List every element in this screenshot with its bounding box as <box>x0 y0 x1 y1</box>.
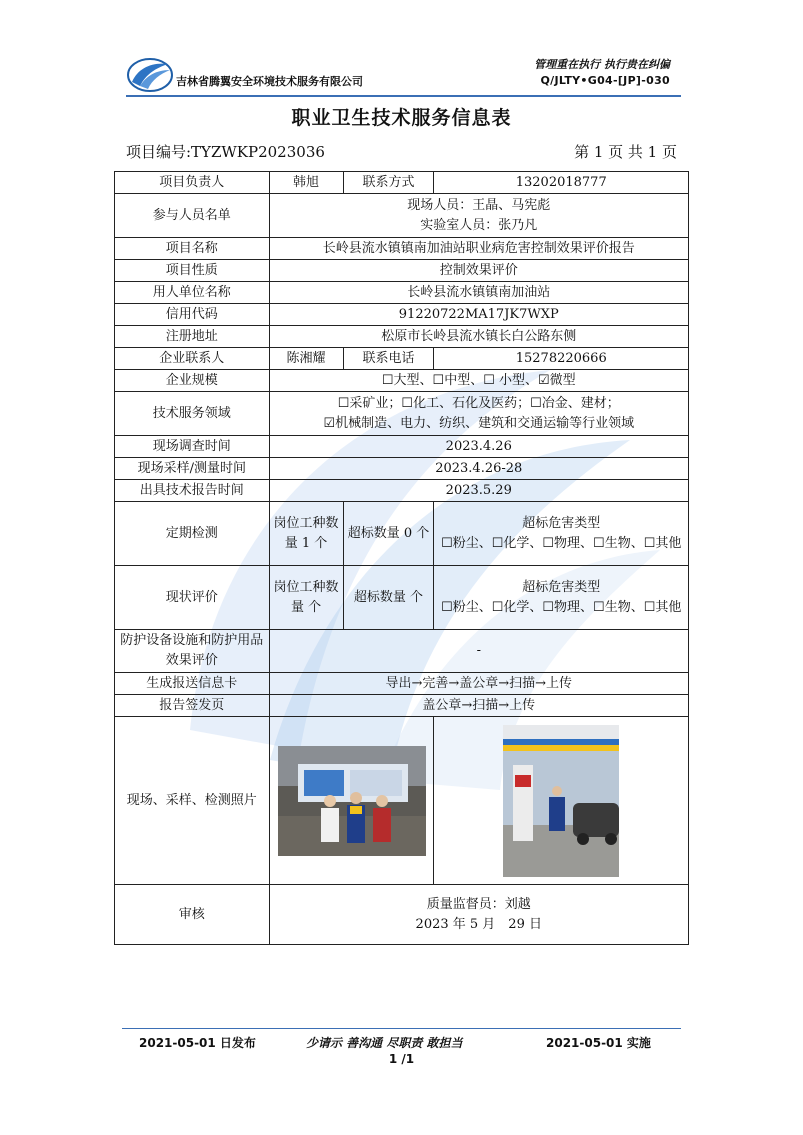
periodic-hazard-title: 超标危害类型 <box>522 515 601 531</box>
document-code: Q/JLTY•G04-[JP]-030 <box>540 74 670 87</box>
table-row <box>115 238 689 260</box>
domain-label: 技术服务领域 <box>115 392 270 436</box>
table-row <box>115 282 689 304</box>
photos-label: 现场、采样、检测照片 <box>115 717 270 885</box>
review-value <box>269 885 688 945</box>
report-time-label: 出具技术报告时间 <box>115 480 270 502</box>
project-name-value: 长岭县流水镇镇南加油站职业病危害控制效果评价报告 <box>269 238 688 260</box>
table-row <box>115 630 689 673</box>
status-hazard-options: ☐粉尘、☐化学、☐物理、☐生物、☐其他 <box>441 599 682 615</box>
employer-label: 用人单位名称 <box>115 282 270 304</box>
status-posts: 岗位工种数量 个 <box>269 566 343 630</box>
page-title: 职业卫生技术服务信息表 <box>291 107 512 129</box>
footer-page-number: 1 /1 <box>388 1052 415 1066</box>
status-hazard <box>434 566 689 630</box>
domain-value <box>269 392 688 436</box>
periodic-posts: 岗位工种数量 1 个 <box>269 502 343 566</box>
members-value <box>269 194 688 238</box>
leader-label: 项目负责人 <box>115 172 270 194</box>
footer-motto: 少请示 善沟通 尽职责 敢担当 <box>306 1036 463 1050</box>
table-row <box>115 717 689 885</box>
address-label: 注册地址 <box>115 326 270 348</box>
table-row <box>115 885 689 945</box>
address-value: 松原市长岭县流水镇长白公路东侧 <box>269 326 688 348</box>
table-row <box>115 436 689 458</box>
periodic-hazard-options: ☐粉尘、☐化学、☐物理、☐生物、☐其他 <box>441 535 682 551</box>
review-supervisor: 质量监督员：刘越 <box>426 896 531 912</box>
domain-line-1: ☐采矿业；☐化工、石化及医药；☐冶金、建材； <box>337 395 620 411</box>
survey-time-value: 2023.4.26 <box>269 436 688 458</box>
table-row <box>115 348 689 370</box>
periodic-exceed: 超标数量 0 个 <box>343 502 434 566</box>
table-row <box>115 458 689 480</box>
table-row <box>115 304 689 326</box>
members-line-1: 现场人员：王晶、马宪彪 <box>407 197 551 213</box>
contact-label: 联系方式 <box>343 172 434 194</box>
site-photo-2 <box>503 725 619 877</box>
table-row <box>115 392 689 436</box>
table-row <box>115 480 689 502</box>
footer-divider <box>122 1028 681 1029</box>
review-date: 2023 年 5 月 29 日 <box>415 916 542 932</box>
info-table <box>114 171 689 945</box>
ent-contact-label: 企业联系人 <box>115 348 270 370</box>
table-row <box>115 172 689 194</box>
credit-code-value: 91220722MA17JK7WXP <box>269 304 688 326</box>
photo-cell-1 <box>269 717 434 885</box>
table-row <box>115 370 689 392</box>
periodic-label: 定期检测 <box>115 502 270 566</box>
review-label: 审核 <box>115 885 270 945</box>
scale-value: ☐大型、☐中型、☐ 小型、☑微型 <box>269 370 688 392</box>
employer-value: 长岭县流水镇镇南加油站 <box>269 282 688 304</box>
status-exceed: 超标数量 个 <box>343 566 434 630</box>
photo-cell-2 <box>434 717 689 885</box>
table-row <box>115 326 689 348</box>
info-card-value: 导出→完善→盖公章→扫描→上传 <box>269 673 688 695</box>
leader-value: 韩旭 <box>269 172 343 194</box>
sign-page-value: 盖公章→扫描→上传 <box>269 695 688 717</box>
contact-value: 13202018777 <box>434 172 689 194</box>
report-time-value: 2023.5.29 <box>269 480 688 502</box>
header-slogan: 管理重在执行 执行贵在纠偏 <box>534 58 670 71</box>
survey-time-label: 现场调查时间 <box>115 436 270 458</box>
site-photo-1 <box>278 746 426 856</box>
project-type-value: 控制效果评价 <box>269 260 688 282</box>
credit-code-label: 信用代码 <box>115 304 270 326</box>
status-label: 现状评价 <box>115 566 270 630</box>
footer-implement-date: 2021-05-01 实施 <box>546 1036 651 1050</box>
table-row <box>115 502 689 566</box>
sign-page-label: 报告签发页 <box>115 695 270 717</box>
sampling-time-value: 2023.4.26-28 <box>269 458 688 480</box>
project-name-label: 项目名称 <box>115 238 270 260</box>
company-logo <box>126 56 174 94</box>
table-row <box>115 673 689 695</box>
protection-label: 防护设备设施和防护用品效果评价 <box>115 630 270 673</box>
sampling-time-label: 现场采样/测量时间 <box>115 458 270 480</box>
header-divider <box>126 95 681 97</box>
domain-line-2: ☑机械制造、电力、纺织、建筑和交通运输等行业领域 <box>323 415 635 431</box>
company-name: 吉林省腾翼安全环境技术服务有限公司 <box>176 75 363 88</box>
table-row <box>115 260 689 282</box>
footer-issue-date: 2021-05-01 日发布 <box>139 1036 256 1050</box>
members-label: 参与人员名单 <box>115 194 270 238</box>
scale-label: 企业规模 <box>115 370 270 392</box>
table-row <box>115 566 689 630</box>
table-row <box>115 695 689 717</box>
protection-value: - <box>269 630 688 673</box>
members-line-2: 实验室人员：张乃凡 <box>420 217 538 233</box>
status-hazard-title: 超标危害类型 <box>522 579 601 595</box>
project-number: 项目编号:TYZWKP2023036 <box>126 143 325 161</box>
ent-phone-label: 联系电话 <box>343 348 434 370</box>
ent-contact-value: 陈湘耀 <box>269 348 343 370</box>
table-row <box>115 194 689 238</box>
ent-phone-value: 15278220666 <box>434 348 689 370</box>
page-count: 第 1 页 共 1 页 <box>574 143 677 161</box>
info-card-label: 生成报送信息卡 <box>115 673 270 695</box>
project-type-label: 项目性质 <box>115 260 270 282</box>
periodic-hazard <box>434 502 689 566</box>
